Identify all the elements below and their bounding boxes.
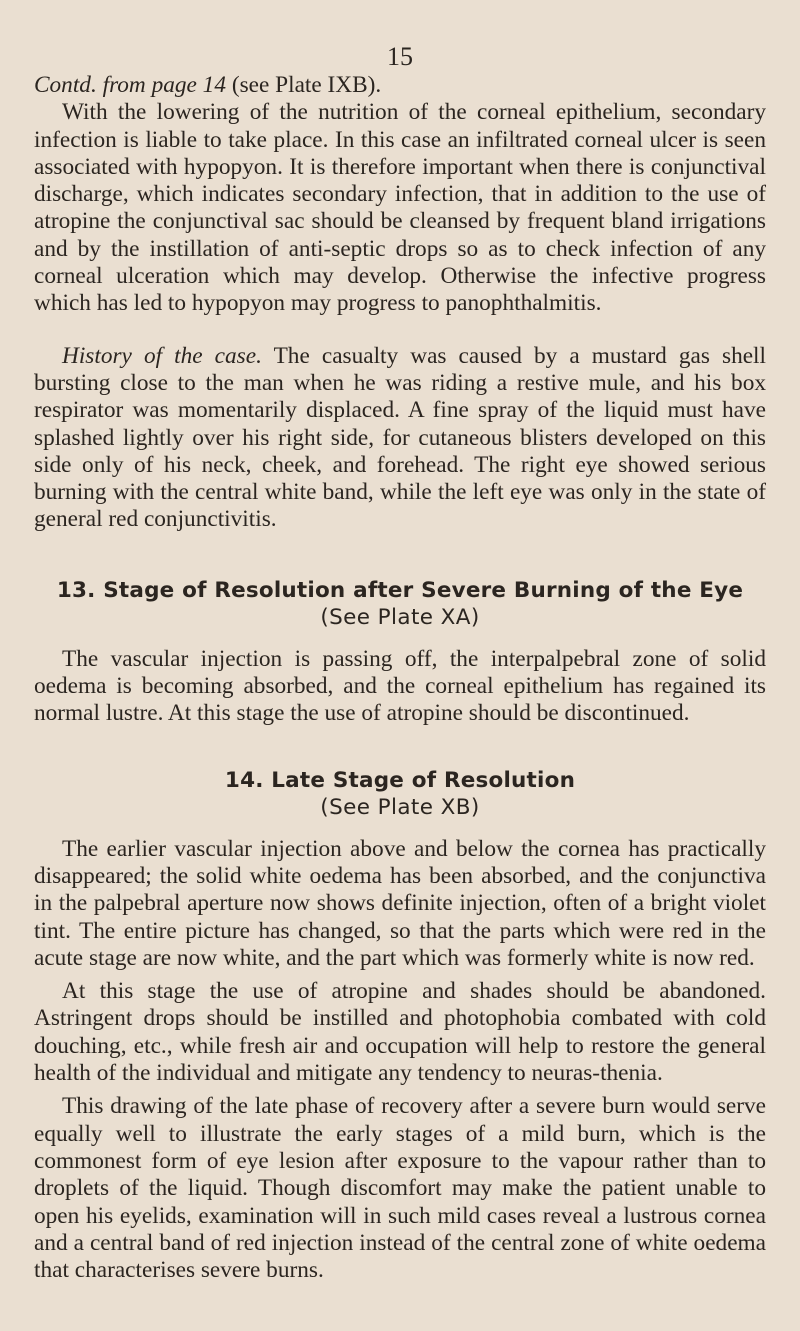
history-text: The casualty was caused by a mustard gas shell bursting close to the man when he was riding a restive mule, and his box respirator was momentarily displaced. A fine spray of the liquid must have splashed lightly over his right side, for cutaneous blisters developed on this side only of his neck, cheek, and forehead. The right eye showed serious burning with the central white band, while the left eye was only in the state of general red conjunctivitis. xyxy=(34,342,767,533)
section-14-paragraph-3: This drawing of the late phase of recovery after a severe burn would serve equally well to illustrate the early stages of a mild burn, which is the commonest form of eye lesion after exposure to the vapour rather than to droplets of the liquid. Though discomfort may make the patient unable to open his eyelids, examination will in such mild cases reveal a lustrous cornea and a central band of red injection instead of the central zone of white oedema that characterises severe burns. xyxy=(34,1093,766,1284)
section-14 xyxy=(34,768,766,1285)
section-13-paragraph: The vascular injection is passing off, the interpalpebral zone of solid oedema is becoming absorbed, and the corneal epithelium has regained its normal lustre. At this stage the use of atropine should be discontinued. xyxy=(34,645,766,727)
history-paragraph xyxy=(34,343,766,534)
section-14-plate: (See Plate XB) xyxy=(320,794,480,820)
section-14-paragraph-2: At this stage the use of atropine and shades should be abandoned. Astringent drops should be instilled and photophobia combated with cold douching, etc., while fresh air and occupation will help to restore the general health of the individual and mitigate any tendency to neuras-thenia. xyxy=(34,978,766,1087)
history-lead: History of the case. xyxy=(62,342,262,369)
section-14-paragraph-1: The earlier vascular injection above and below the cornea has practically disappeared; the solid white oedema has been absorbed, and the conjunctiva in the palpebral aperture now shows definite injection, often of a bright violet tint. The entire picture has changed, so that the parts which were red in the acute stage are now white, and the part which was formerly white is now red. xyxy=(34,835,766,971)
page-number: 15 xyxy=(387,42,413,71)
section-13-plate: (See Plate XA) xyxy=(320,604,480,630)
section-13-heading: 13. Stage of Resolution after Severe Burning of the Eye xyxy=(56,577,744,603)
intro-paragraph: With the lowering of the nutrition of the corneal epithelium, secondary infection is liable to take place. In this case an infiltrated corneal ulcer is seen associated with hypopyon. It is therefore important when there is conjunctival discharge, which indicates secondary infection, that in addition to the use of atropine the conjunctival sac should be cleansed by frequent bland irrigations and by the instillation of anti-septic drops so as to check infection of any corneal ulceration which may develop. Otherwise the infective progress which has led to hypopyon may progress to panophthalmitis. xyxy=(34,99,766,317)
continuation-line xyxy=(34,72,766,99)
section-13 xyxy=(34,578,766,728)
section-14-heading: 14. Late Stage of Resolution xyxy=(224,767,576,793)
continuation-plate-ref: (see Plate IXB). xyxy=(231,72,382,98)
continuation-label: Contd. from page 14 xyxy=(34,72,226,98)
